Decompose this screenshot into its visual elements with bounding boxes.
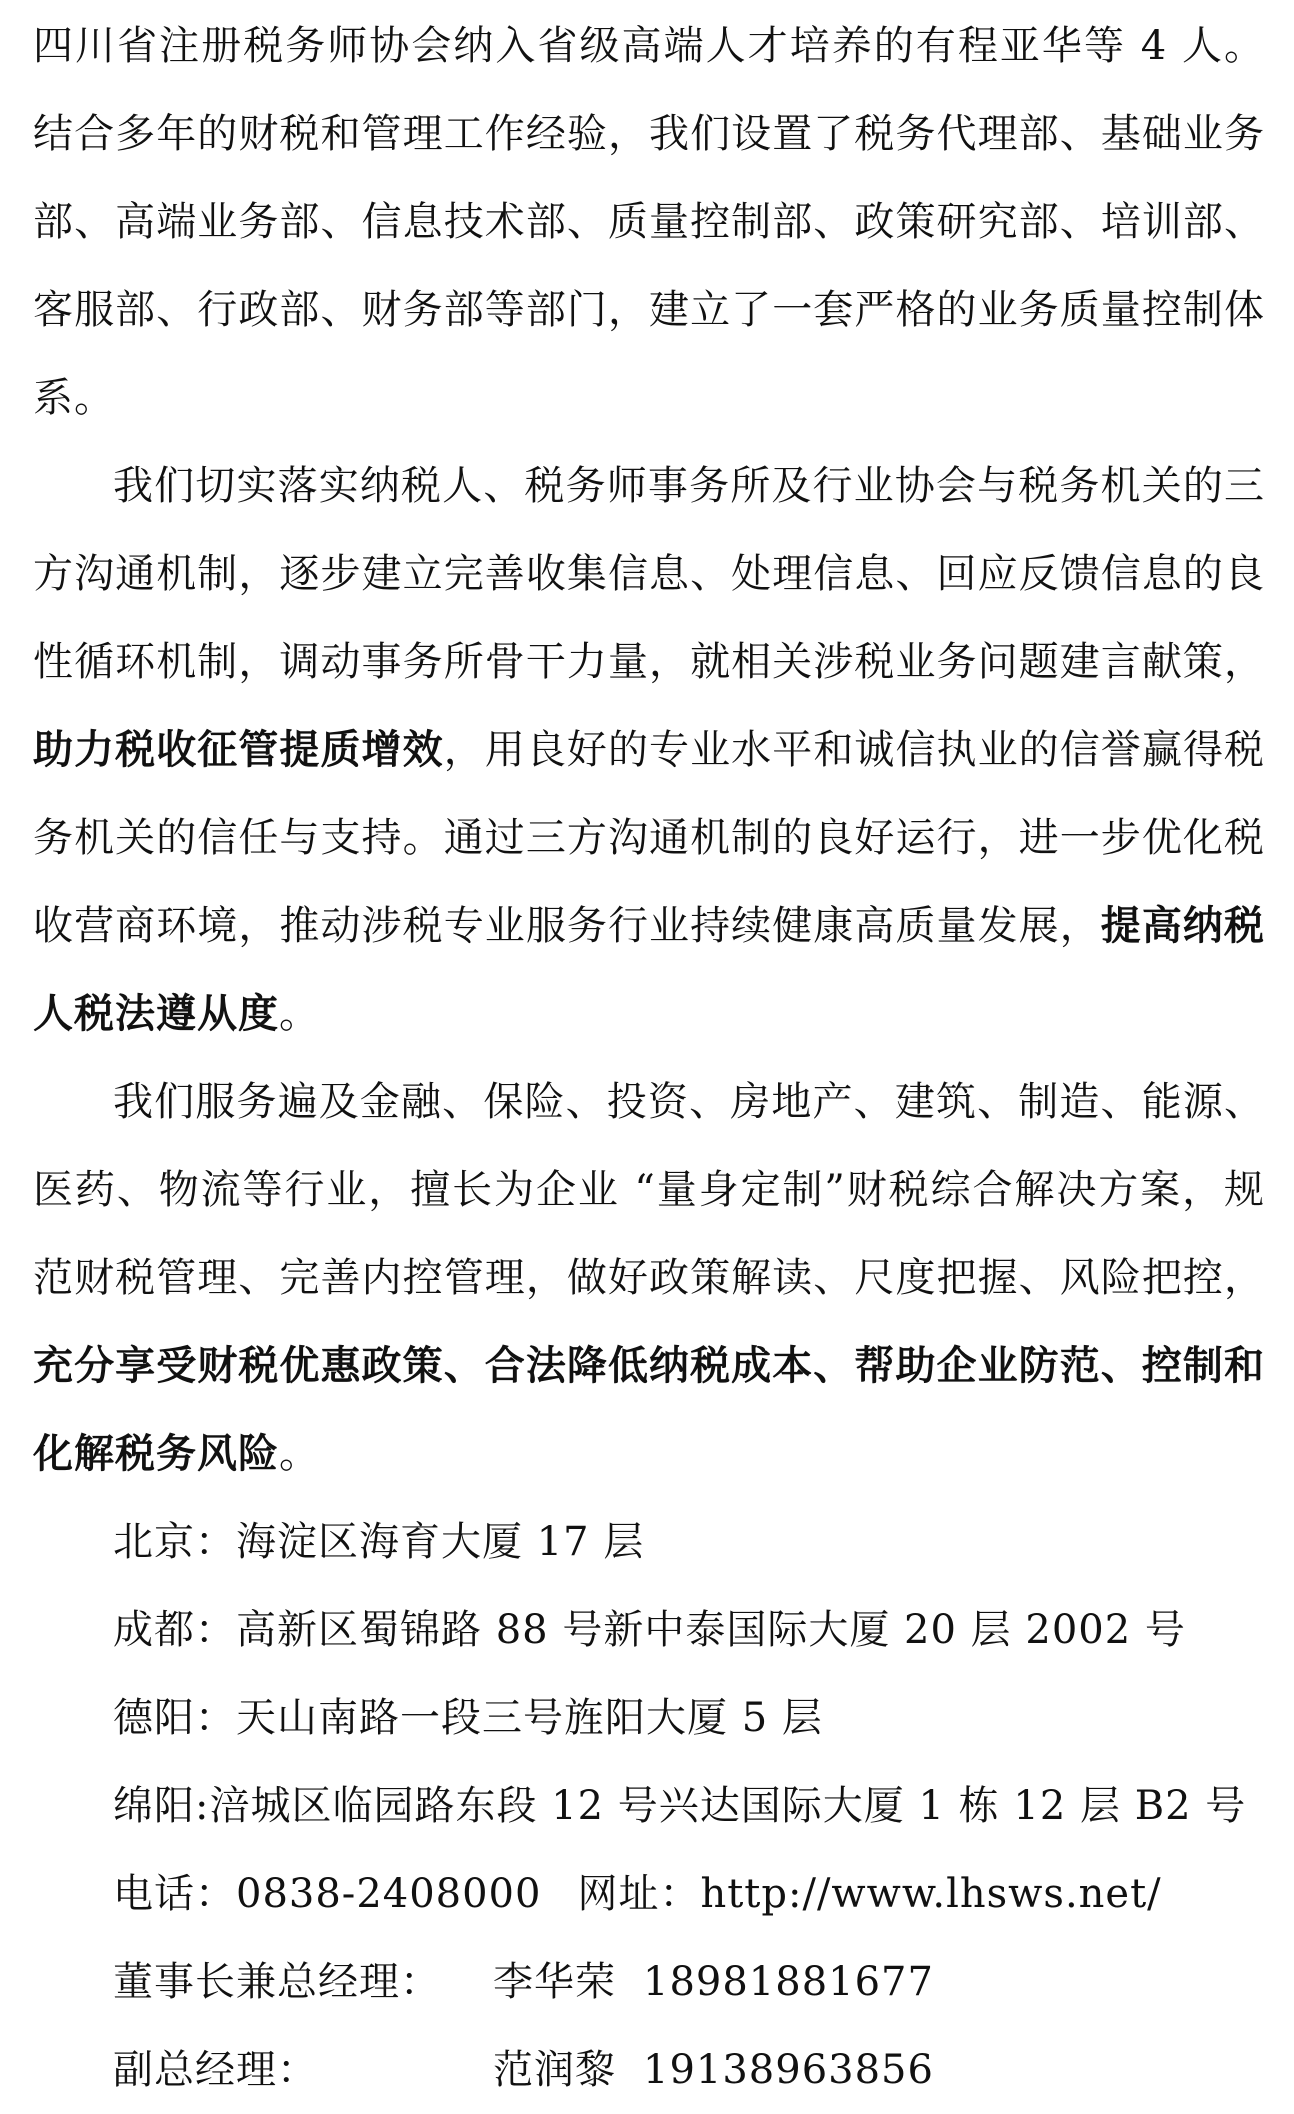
emphasis-text: 充分享受财税优惠政策、合法降低纳税成本、帮助企业防范、控制和化解税务风险 bbox=[33, 1343, 1265, 1477]
paragraph-services bbox=[33, 1058, 1265, 1498]
website-link[interactable]: http://www.lhsws.net/ bbox=[700, 1871, 1162, 1917]
office-address: 天山南路一段三号旌阳大厦 5 层 bbox=[236, 1695, 823, 1741]
office-beijing bbox=[33, 1498, 1265, 1586]
paragraph-text: 。 bbox=[279, 991, 320, 1037]
person-phone: 18981881677 bbox=[643, 1959, 934, 2005]
paragraph-text: 我们切实落实纳税人、税务师事务所及行业协会与税务机关的三方沟通机制，逐步建立完善收集信息、处理信息、回应反馈信息的良性循环机制，调动事务所骨干力量，就相关涉税业务问题建言献策， bbox=[33, 463, 1265, 685]
office-chengdu bbox=[33, 1586, 1265, 1674]
phone-number: 0838-2408000 bbox=[236, 1871, 542, 1917]
document-page bbox=[33, 0, 1266, 2093]
office-address: 海淀区海育大厦 17 层 bbox=[236, 1519, 645, 1565]
paragraph-departments bbox=[33, 2, 1265, 442]
emphasis-text: 助力税收征管提质增效 bbox=[33, 727, 444, 773]
person-role: 副总经理： bbox=[113, 2047, 318, 2093]
emphasis-text: 提高纳税人税法遵从度 bbox=[33, 903, 1266, 1037]
office-deyang bbox=[33, 1674, 1265, 1762]
office-label: 德阳： bbox=[113, 1695, 236, 1741]
paragraph-communication bbox=[33, 442, 1265, 1058]
paragraph-text: 。 bbox=[279, 1431, 320, 1477]
person-chairman bbox=[33, 1938, 1265, 2026]
person-name: 李华荣 bbox=[493, 1959, 616, 2005]
office-mianyang bbox=[33, 1762, 1265, 1850]
office-label: 绵阳: bbox=[113, 1783, 210, 1829]
website-label: 网址： bbox=[577, 1871, 701, 1917]
paragraph-text: ，用良好的专业水平和诚信执业的信誉赢得税务机关的信任与支持。通过三方沟通机制的良好运行，进一步优化税收营商环境，推动涉税专业服务行业持续健康高质量发展， bbox=[33, 727, 1266, 949]
person-name: 范润黎 bbox=[493, 2047, 616, 2093]
office-label: 成都： bbox=[113, 1607, 236, 1653]
office-label: 北京： bbox=[113, 1519, 236, 1565]
contact-line bbox=[33, 1850, 1265, 1938]
office-address: 涪城区临园路东段 12 号兴达国际大厦 1 栋 12 层 B2 号 bbox=[209, 1783, 1247, 1829]
paragraph-text: 我们服务遍及金融、保险、投资、房地产、建筑、制造、能源、医药、物流等行业，擅长为企业 “量身定制”财税综合解决方案，规范财税管理、完善内控管理，做好政策解读、尺度把握、风险把控， bbox=[33, 1079, 1265, 1301]
person-phone: 19138963856 bbox=[643, 2047, 934, 2093]
person-role: 董事长兼总经理： bbox=[113, 1959, 441, 2005]
person-deputy-manager bbox=[33, 2026, 1265, 2114]
office-address: 高新区蜀锦路 88 号新中泰国际大厦 20 层 2002 号 bbox=[236, 1607, 1186, 1653]
phone-label: 电话： bbox=[113, 1871, 236, 1917]
paragraph-text: 四川省注册税务师协会纳入省级高端人才培养的有程亚华等 4 人。结合多年的财税和管理工作经验，我们设置了税务代理部、基础业务部、高端业务部、信息技术部、质量控制部、政策研究部、培训部、客服部、行政部、财务部等部门，建立了一套严格的业务质量控制体系。 bbox=[33, 23, 1265, 421]
